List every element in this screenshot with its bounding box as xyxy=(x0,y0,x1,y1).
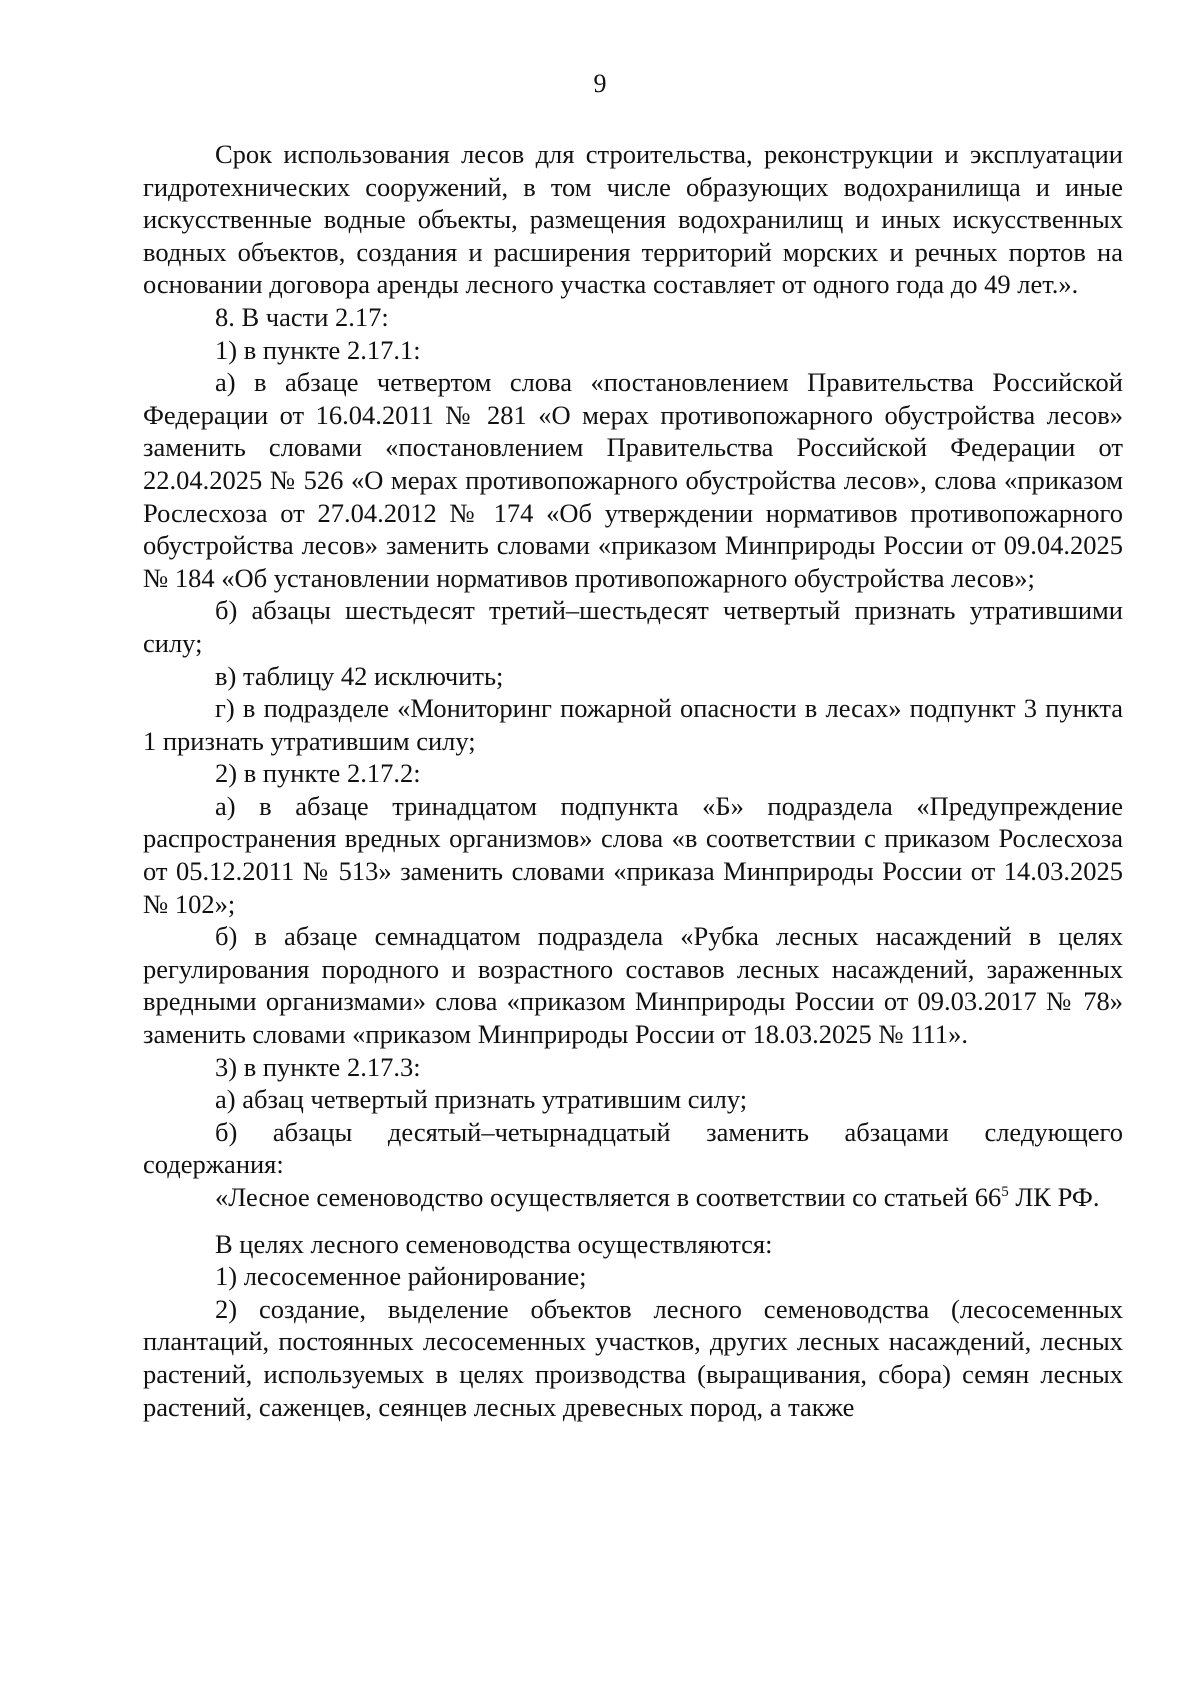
page-number: 9 xyxy=(593,69,607,98)
seed-growing-text: «Лесное семеноводство осуществляется в соответствии со статьей 66 xyxy=(215,1182,1002,1212)
paragraph-zoning: 1) лесосеменное районирование; xyxy=(215,1261,587,1292)
paragraph-subitem-b-replace: б) абзацы десятый–четырнадцатый заменить абзацами следующего содержания: xyxy=(143,1116,1123,1180)
seed-growing-text-end: ЛК РФ. xyxy=(1008,1182,1100,1212)
paragraph-seed-growing xyxy=(143,1181,1123,1214)
paragraph-subitem-v-table: в) таблицу 42 исключить; xyxy=(215,660,504,691)
paragraph-subitem-a-pests: а) в абзаце тринадцатом подпункта «Б» подраздела «Предупреждение распространения вредных организмов» слова «в соответствии с приказом Рослесхоза от 05.12.2011 № 513» заменить словами «приказа Минприроды России от 14.03.2025 № 102»; xyxy=(143,790,1123,919)
paragraph-subitem-b-cutting: б) в абзаце семнадцатом подраздела «Рубка лесных насаждений в целях регулирования породного и возрастного составов лесных насаждений, зараженных вредными организмами» слова «приказом Минприроды России от 09.03.2017 № 78» заменить словами «приказом Минприроды России от 18.03.2025 № 111». xyxy=(143,921,1123,1050)
article-superscript: 5 xyxy=(1001,1184,1009,1201)
paragraph-item-2-17-2: 2) в пункте 2.17.2: xyxy=(215,758,421,789)
paragraph-item-2-17-3: 3) в пункте 2.17.3: xyxy=(215,1051,421,1082)
document-body xyxy=(143,138,1123,1423)
paragraph-subitem-b-invalidate: б) абзацы шестьдесят третий–шестьдесят четвертый признать утратившими силу; xyxy=(143,595,1123,658)
paragraph-subitem-g-monitoring: г) в подразделе «Мониторинг пожарной опасности в лесах» подпункт 3 пункта 1 признать утратившим силу; xyxy=(143,693,1123,756)
paragraph-purposes: В целях лесного семеноводства осуществляются: xyxy=(215,1228,773,1259)
paragraph-lease-term: Срок использования лесов для строительства, реконструкции и эксплуатации гидротехнических сооружений, в том числе образующих водохранилища и иные искусственные водные объекты, размещения водохранилищ и иных искусственных водных объектов, создания и расширения территорий морских и речных портов на основании договора аренды лесного участка составляет от одного года до 49 лет.». xyxy=(143,139,1123,300)
paragraph-creation: 2) создание, выделение объектов лесного семеноводства (лесосеменных плантаций, постоянных лесосеменных участков, других лесных насаждений, лесных растений, используемых в целях производства (выращивания, сбора) семян лесных растений, саженцев, сеянцев лесных древесных пород, а также xyxy=(143,1293,1123,1422)
paragraph-subitem-a-fire-safety: а) в абзаце четвертом слова «постановлением Правительства Российской Федерации от 16.04.2011 № 281 «О мерах противопожарного обустройства лесов» заменить словами «постановлением Правительства Российской Федерации от 22.04.2025 № 526 «О мерах противопожарного обустройства лесов», слова «приказом Рослесхоза от 27.04.2012 № 174 «Об утверждении нормативов противопожарного обустройства лесов» заменить словами «приказом Минприроды России от 09.04.2025 № 184 «Об установлении нормативов противопожарного обустройства лесов»; xyxy=(143,367,1123,593)
paragraph-subitem-a-fourth: а) абзац четвертый признать утратившим силу; xyxy=(215,1084,748,1115)
paragraph-item-2-17-1: 1) в пункте 2.17.1: xyxy=(215,334,421,365)
paragraph-part-2-17: 8. В части 2.17: xyxy=(215,301,389,332)
